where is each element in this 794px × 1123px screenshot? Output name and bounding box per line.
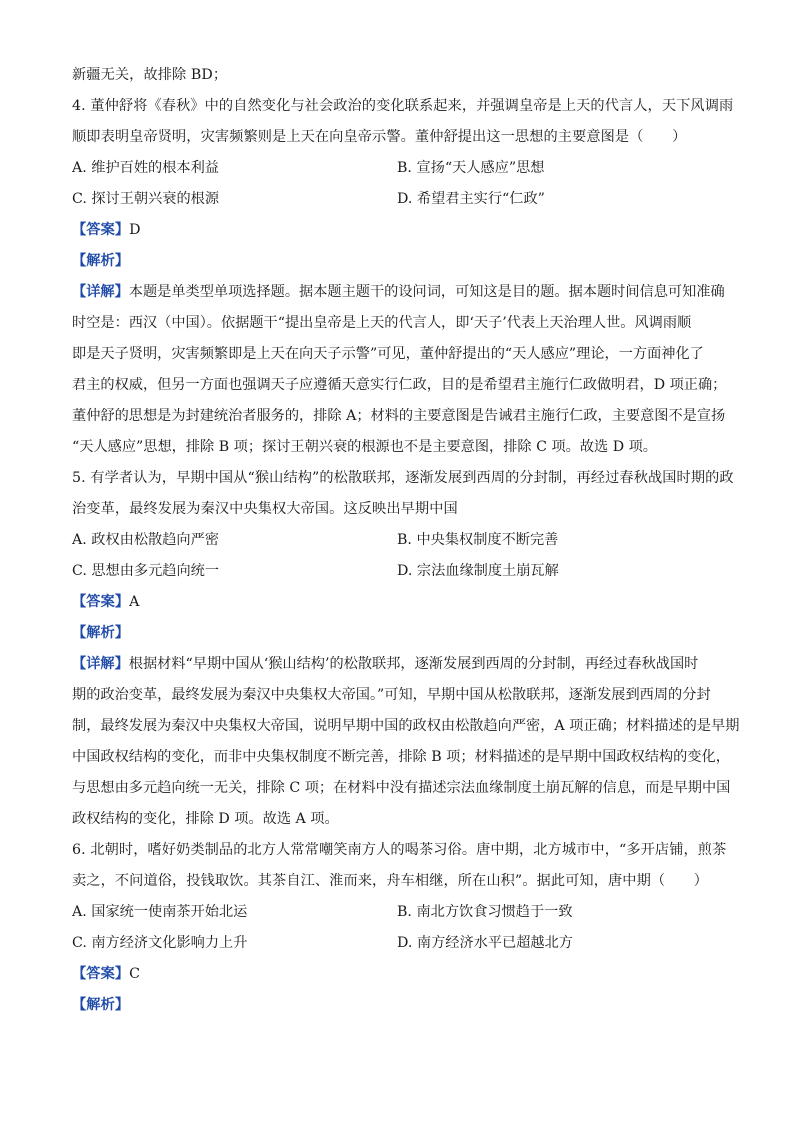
detail-line: 与思想由多元趋向统一无关，排除 C 项；在材料中没有描述宗法血缘制度土崩瓦解的信息，而是早期中国: [72, 780, 731, 796]
option-a: A. 维护百姓的根本利益: [72, 160, 219, 176]
option-d: D. 南方经济水平已超越北方: [397, 935, 573, 951]
question-stem-line: 4. 董仲舒将《春秋》中的自然变化与社会政治的变化联系起来，并强调皇帝是上天的代言人，天下风调雨: [72, 98, 734, 114]
option-row: [72, 928, 722, 959]
analysis-tag: 【解析】: [72, 997, 130, 1013]
answer-line: [72, 959, 722, 990]
detail-line: 政权结构的变化，排除 D 项。故选 A 项。: [72, 811, 339, 827]
option-row: [72, 153, 722, 184]
detail-paragraph: [72, 649, 740, 835]
detail-tag: 【详解】: [72, 656, 129, 672]
question-6: [72, 835, 727, 1021]
answer-tag: 【答案】: [72, 966, 130, 982]
analysis-tag: 【解析】: [72, 253, 130, 269]
option-row: [72, 556, 722, 587]
intro-line: 新疆无关，故排除 BD；: [72, 67, 228, 83]
option-row: [72, 897, 722, 928]
detail-tag: 【详解】: [72, 284, 129, 300]
option-c: C. 思想由多元趋向统一: [72, 563, 220, 579]
analysis-line: [72, 246, 722, 277]
document-page: [72, 60, 740, 1021]
option-a: A. 政权由松散趋向严密: [72, 532, 219, 548]
option-row: [72, 184, 722, 215]
answer-tag: 【答案】: [72, 594, 130, 610]
question-stem-line: 治变革，最终发展为秦汉中央集权大帝国。这反映出早期中国: [72, 501, 458, 517]
option-c: C. 探讨王朝兴衰的根源: [72, 191, 220, 207]
analysis-tag: 【解析】: [72, 625, 130, 641]
detail-paragraph: [72, 277, 727, 463]
answer-line: [72, 587, 722, 618]
analysis-line: [72, 990, 722, 1021]
question-stem-line: 6. 北朝时，嗜好奶类制品的北方人常常嘲笑南方人的喝茶习俗。唐中期，北方城市中，“多开店铺，煎茶: [72, 842, 727, 858]
detail-line: 中国政权结构的变化，而非中央集权制度不断完善，排除 B 项；材料描述的是早期中国政权结构的变化，: [72, 749, 730, 765]
detail-text: 本题是单类型单项选择题。据本题主题干的设问词，可知这是目的题。据本题时间信息可知准确: [128, 284, 725, 300]
option-a: A. 国家统一使南茶开始北运: [72, 904, 248, 920]
option-b: B. 宣扬“天人感应”思想: [397, 160, 545, 176]
option-row: [72, 525, 722, 556]
question-stem-line: 5. 有学者认为，早期中国从“猴山结构”的松散联邦，逐渐发展到西周的分封制，再经过春秋战国时期的政: [72, 470, 734, 486]
question-5: [72, 463, 740, 835]
detail-line: [72, 277, 725, 308]
question-stem-line: 卖之，不问道俗，投钱取饮。其茶自江、淮而来，舟车相继，所在山积”。据此可知，唐中期（ ）: [72, 873, 709, 889]
answer-value: C: [129, 966, 141, 982]
option-d: D. 宗法血缘制度土崩瓦解: [397, 563, 559, 579]
question-4: [72, 91, 734, 463]
detail-line: [72, 649, 722, 680]
option-c: C. 南方经济文化影响力上升: [72, 935, 248, 951]
detail-line: 君主的权威，但另一方面也强调天子应遵循天意实行仁政，目的是希望君主施行仁政做明君，D 项正确；: [72, 377, 727, 393]
detail-line: 董仲舒的思想是为封建统治者服务的，排除 A；材料的主要意图是告诫君主施行仁政，主要意图不是宣扬: [72, 408, 726, 424]
answer-tag: 【答案】: [72, 222, 130, 238]
detail-line: 时空是：西汉（中国）。依据题干“提出皇帝是上天的代言人，即‘天子’代表上天治理人世。风调雨顺: [72, 315, 692, 331]
detail-line: 即是天子贤明，灾害频繁即是上天在向天子示警”可见，董仲舒提出的“天人感应”理论，一方面神化了: [72, 346, 704, 362]
answer-line: [72, 215, 722, 246]
detail-line: 期的政治变革，最终发展为秦汉中央集权大帝国。”可知，早期中国从松散联邦，逐渐发展到西周的分封: [72, 687, 711, 703]
detail-text: 根据材料“早期中国从‘猴山结构’的松散联邦，逐渐发展到西周的分封制，再经过春秋战国时: [128, 656, 699, 672]
option-b: B. 南北方饮食习惯趋于一致: [397, 904, 573, 920]
answer-value: D: [129, 222, 141, 238]
option-b: B. 中央集权制度不断完善: [397, 532, 559, 548]
answer-value: A: [129, 594, 140, 610]
detail-line: 制，最终发展为秦汉中央集权大帝国，说明早期中国的政权由松散趋向严密，A 项正确；材料描述的是早期: [72, 718, 740, 734]
option-d: D. 希望君主实行“仁政”: [397, 191, 545, 207]
question-stem-line: 顺即表明皇帝贤明，灾害频繁则是上天在向皇帝示警。董仲舒提出这一思想的主要意图是（ ）: [72, 129, 687, 145]
detail-line: “天人感应”思想，排除 B 项；探讨王朝兴衰的根源也不是主要意图，排除 C 项。故选 D 项。: [72, 439, 657, 455]
analysis-line: [72, 618, 722, 649]
